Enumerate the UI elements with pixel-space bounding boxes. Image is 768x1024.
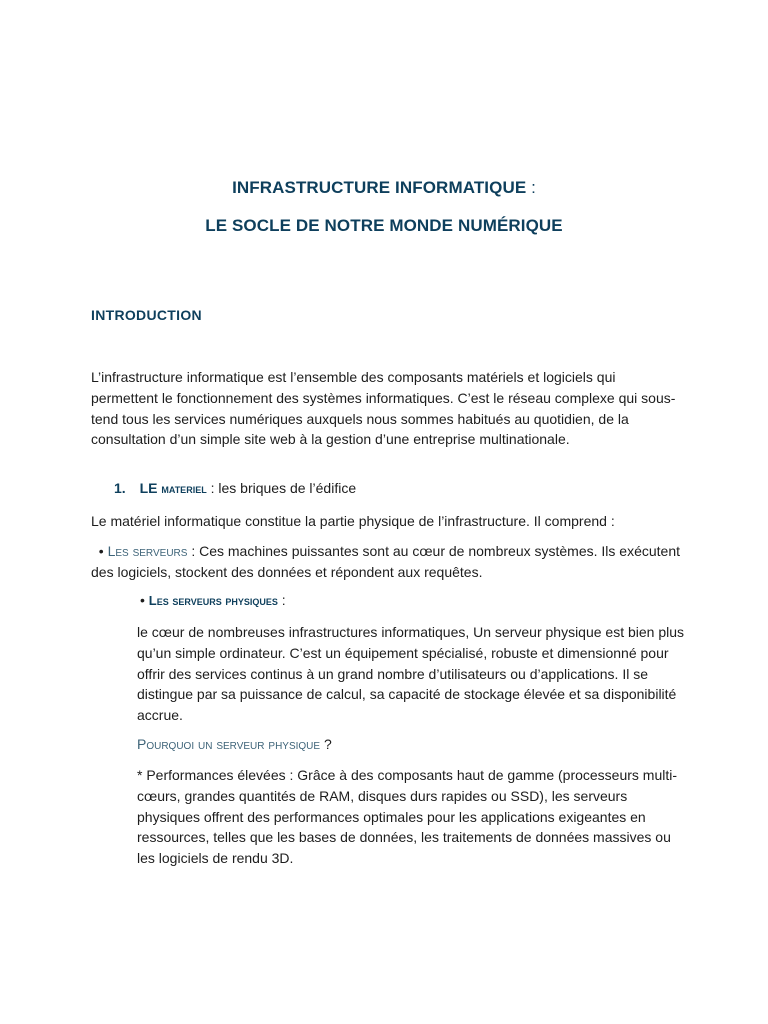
serveurs-physiques-item: [140, 592, 286, 608]
title-main-text: INFRASTRUCTURE INFORMATIQUE: [232, 178, 527, 197]
serveurs-list-item: [91, 541, 681, 583]
section-label-materiel: materiel: [161, 481, 207, 496]
materiel-paragraph: Le matériel informatique constitue la partie physique de l’infrastructure. Il comprend :: [91, 513, 615, 529]
document-title-line-2: LE SOCLE DE NOTRE MONDE NUMÉRIQUE: [205, 216, 563, 235]
serveurs-physiques-colon: :: [281, 592, 286, 608]
serveurs-text: : Ces machines puissantes sont au cœur de nombreux systèmes. Ils exécutent des logiciels, stockent des données et répondent aux requêtes.: [91, 543, 680, 580]
pourquoi-label: Pourquoi un serveur physique: [137, 736, 321, 752]
title-colon: :: [531, 178, 536, 197]
bullet: •: [98, 543, 104, 559]
question-mark: ?: [323, 736, 332, 752]
list-number: 1.: [114, 480, 126, 496]
introduction-paragraph: L’infrastructure informatique est l’ensemble des composants matériels et logiciels qui permettent le fonctionnement des systèmes informatiques. C’est le réseau complexe qui sous-tend tous les services numériques auxquels nous sommes habitués au quotidien, de la consultation d’un simple site web à la gestion d’une entreprise multinationale.: [91, 369, 676, 448]
serveurs-label: Les serveurs: [107, 543, 188, 559]
pourquoi-subheading: [137, 736, 332, 752]
serveurs-physiques-label: Les serveurs physiques: [148, 593, 278, 608]
section-1-heading: [114, 480, 356, 496]
performances-paragraph: * Performances élevées : Grâce à des composants haut de gamme (processeurs multi-cœurs, grandes quantités de RAM, disques durs rapides ou SSD), les serveurs physiques offrent des performances optimales pour les applications exigeantes en ressources, telles que les bases de données, les traitements de données massives ou les logiciels de rendu 3D.: [137, 767, 678, 867]
section-label-rest: : les briques de l’édifice: [210, 480, 357, 496]
section-label-le: LE: [139, 480, 158, 496]
introduction-heading: INTRODUCTION: [91, 307, 202, 323]
bullet: •: [140, 592, 145, 608]
serveur-physique-paragraph: le cœur de nombreuses infrastructures informatiques, Un serveur physique est bien plus qu’un simple ordinateur. C’est un équipement spécialisé, robuste et dimensionné pour offrir des services continus à un grand nombre d’utilisateurs ou d’applications. Il se distingue par sa puissance de calcul, sa capacité de stockage élevée et sa disponibilité accrue.: [137, 624, 685, 724]
document-title-line-1: [0, 178, 768, 198]
